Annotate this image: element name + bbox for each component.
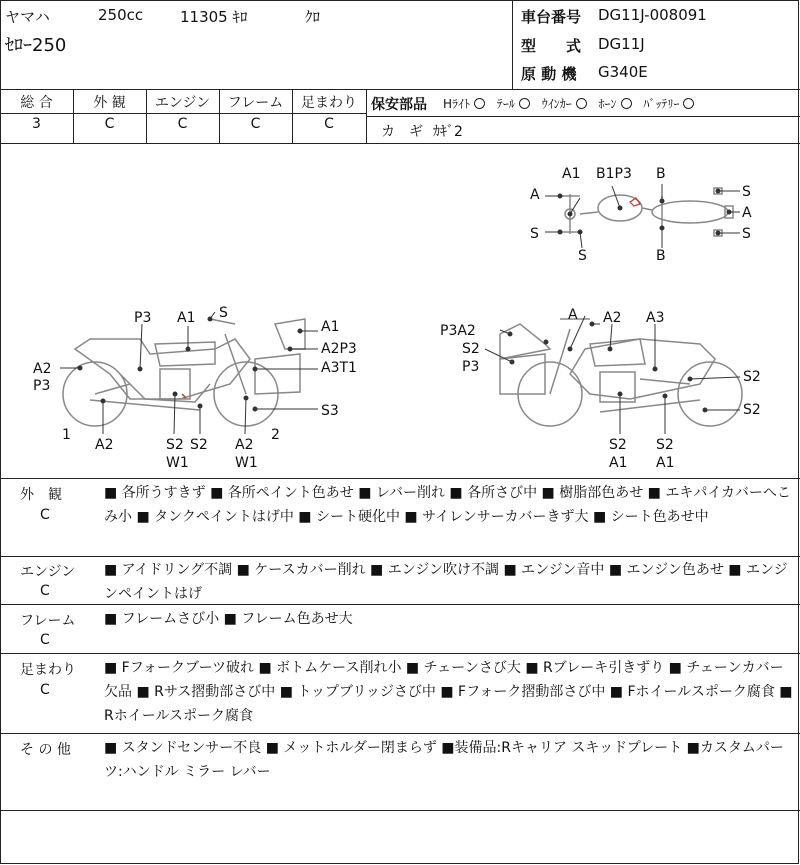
grade-suspension: C <box>324 116 334 132</box>
section-suspension-grade: C <box>40 682 50 698</box>
circle-ok-icon <box>576 98 587 109</box>
circle-ok-icon <box>683 98 694 109</box>
section-frame-notes: ■ フレームさび小 ■ フレーム色あせ大 <box>104 611 353 627</box>
label-right-s2c: S2 <box>656 437 674 453</box>
section-other-title: そ の 他 <box>20 742 71 758</box>
section-suspension-notes: ■ Fフォークブーツ破れ ■ ボトムケース削れ小 ■ チェーンさび大 ■ Rブレーキ引きずり ■ チェーンカバー欠品 ■ Rサス摺動部さび中 ■ トップブリッジさび中 ■ Fフォーク摺動部さび中 ■ Fホイールスポーク腐食 ■ Rホイールスポーク腐食 <box>104 660 793 724</box>
label-left-a1: A1 <box>177 310 196 326</box>
label-right-s2r2: S2 <box>743 402 761 418</box>
divider <box>0 478 800 479</box>
parts-list <box>443 95 702 112</box>
grade-header-engine: エンジン <box>154 95 211 111</box>
part-winker: ｳｲﾝｶｰ <box>541 97 572 111</box>
model-name: ｾﾛｰ250 <box>5 35 67 56</box>
divider <box>366 116 800 117</box>
frame-no: DG11J-008091 <box>598 6 707 24</box>
displacement: 250cc <box>98 6 144 24</box>
divider <box>0 89 800 90</box>
label-top-a1: A1 <box>562 166 581 182</box>
label-top-s-r1: S <box>742 184 751 200</box>
mileage: 11305 ｷﾛ <box>180 8 248 26</box>
divider <box>0 810 800 811</box>
parts-label: 保安部品 <box>371 97 427 113</box>
damage-mark-icon <box>630 198 640 206</box>
label-left-a2p3: A2P3 <box>321 341 357 357</box>
grade-header-exterior: 外 観 <box>93 95 126 111</box>
label-left-a2: A2 <box>33 361 52 377</box>
section-engine-notes: ■ アイドリング不調 ■ ケースカバー削れ ■ エンジン吹け不調 ■ エンジン音中 ■ エンジン色あせ ■ エンジンペイントはげ <box>104 562 788 602</box>
circle-ok-icon <box>621 98 632 109</box>
label-right-a2: A2 <box>603 310 622 326</box>
section-frame-grade: C <box>40 632 50 648</box>
section-exterior-grade: C <box>40 507 50 523</box>
label-left-s3: S3 <box>321 403 339 419</box>
circle-ok-icon <box>519 98 530 109</box>
part-horn: ﾎｰﾝ <box>598 97 617 111</box>
section-exterior-notes: ■ 各所うすきず ■ 各所ペイント色あせ ■ レバー削れ ■ 各所さび中 ■ 樹脂部色あせ ■ エキパイカバーへこみ小 ■ タンクペイントはげ中 ■ シート硬化中 ■ サイレンサーカバーきず大 ■ シート色あせ中 <box>104 485 791 525</box>
label-right-a3: A3 <box>646 310 665 326</box>
label-left-p3: P3 <box>134 310 152 326</box>
label-left-s: S <box>219 305 228 321</box>
label-left-w1a: W1 <box>166 455 189 471</box>
section-engine-grade: C <box>40 583 50 599</box>
part-tail: ﾃｰﾙ <box>496 97 515 111</box>
engine-label: 原 動 機 <box>521 65 577 83</box>
section-exterior-title: 外 観 <box>20 487 62 503</box>
grade-engine: C <box>177 116 188 132</box>
label-right-a1b: A1 <box>656 455 675 471</box>
circle-ok-icon <box>474 98 485 109</box>
divider <box>0 733 800 734</box>
label-right-p3: P3 <box>462 359 480 375</box>
label-left-s2a: S2 <box>166 437 184 453</box>
label-top-s-left: S <box>530 226 539 242</box>
key-label: カ ギ <box>381 124 423 140</box>
label-top-b-bottom: B <box>656 248 666 264</box>
header-divider <box>512 0 513 89</box>
motorcycle-diagram <box>0 144 800 478</box>
part-battery: ﾊﾞｯﾃﾘｰ <box>643 97 680 111</box>
section-engine-title: エンジン <box>20 564 76 580</box>
grid-line <box>366 89 367 143</box>
label-left-a3t1: A3T1 <box>321 360 357 376</box>
label-left-a1r: A1 <box>321 319 340 335</box>
label-right-p3a2: P3A2 <box>440 323 476 339</box>
label-left-2: 2 <box>271 427 280 443</box>
key-value: ｶｷﾞ2 <box>433 124 463 140</box>
divider <box>0 653 800 654</box>
color: ｸﾛ <box>305 8 321 26</box>
section-frame-title: フレーム <box>20 613 76 629</box>
grade-header-suspension: 足まわり <box>301 95 357 111</box>
section-suspension-title: 足まわり <box>20 662 76 678</box>
label-left-a2b: A2 <box>95 437 114 453</box>
part-headlight: Hﾗｲﾄ <box>443 97 471 111</box>
label-left-s2b: S2 <box>190 437 208 453</box>
label-top-s-bottom: S <box>578 248 587 264</box>
label-right-s2r1: S2 <box>743 369 761 385</box>
label-top-a-left: A <box>530 187 540 203</box>
label-right-s2b: S2 <box>609 437 627 453</box>
label-left-1: 1 <box>62 427 71 443</box>
label-top-a-r: A <box>742 205 752 221</box>
grade-header-overall: 総 合 <box>20 95 53 111</box>
leader-lines <box>60 184 740 434</box>
label-left-p3l: P3 <box>33 378 51 394</box>
label-right-a1a: A1 <box>609 455 628 471</box>
grade-header-frame: フレーム <box>227 95 284 111</box>
label-top-b: B <box>656 166 666 182</box>
type-label: 型 式 <box>521 37 582 55</box>
frame-no-label: 車台番号 <box>521 8 582 26</box>
left-view-motorcycle-icon <box>63 319 305 426</box>
divider <box>0 556 800 557</box>
divider <box>0 113 366 114</box>
label-top-s-r2: S <box>742 226 751 242</box>
label-left-w1b: W1 <box>235 455 258 471</box>
label-right-s2: S2 <box>462 341 480 357</box>
type: DG11J <box>598 35 645 53</box>
label-right-a: A <box>568 307 578 323</box>
section-other-notes: ■ スタンドセンサー不良 ■ メットホルダー閉まらず ■装備品:Rキャリア スキッドプレート ■カスタムパーツ:ハンドル ミラー レバー <box>104 740 784 780</box>
maker: ヤマハ <box>5 8 50 26</box>
label-left-a2c: A2 <box>235 437 254 453</box>
top-view-motorcycle-icon <box>560 188 733 236</box>
damage-markers <box>78 189 731 412</box>
label-top-b1p3: B1P3 <box>596 166 632 182</box>
engine: G340E <box>598 63 648 81</box>
grade-frame: C <box>250 116 261 132</box>
grade-overall: 3 <box>32 116 41 132</box>
grade-exterior: C <box>104 116 115 132</box>
